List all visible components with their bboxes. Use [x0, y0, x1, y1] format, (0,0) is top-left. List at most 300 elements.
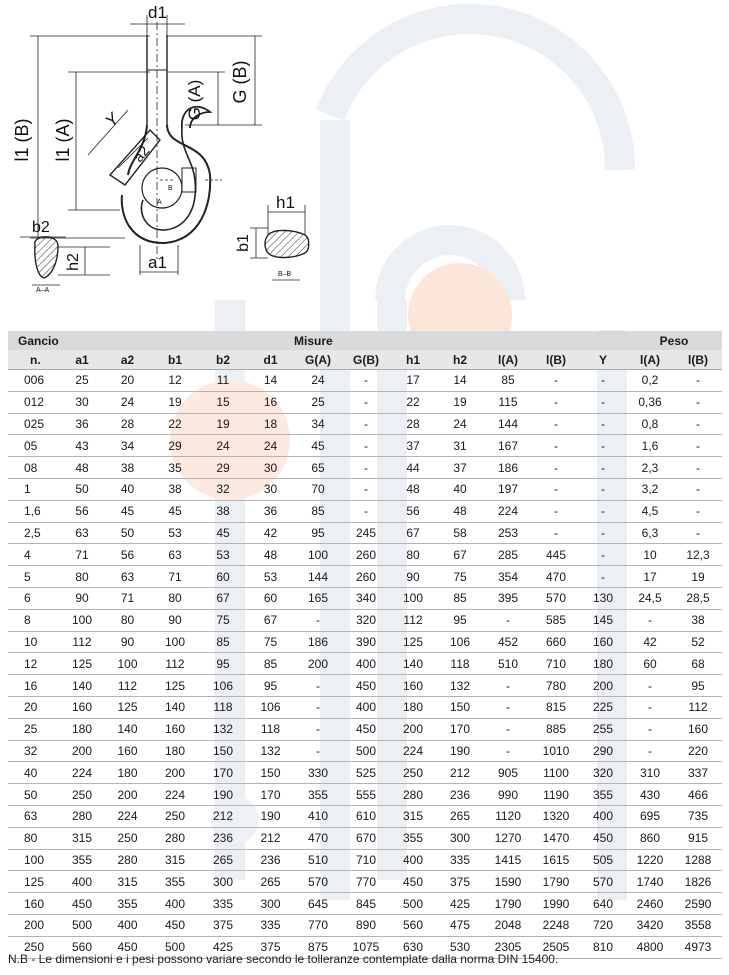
table-cell: 45	[294, 435, 342, 457]
table-cell: 400	[151, 893, 199, 915]
table-cell: 200	[151, 762, 199, 784]
table-cell: 770	[294, 914, 342, 936]
table-cell: 19	[674, 566, 722, 588]
table-cell: 400	[342, 653, 390, 675]
table-cell: 1826	[674, 871, 722, 893]
table-cell: -	[674, 413, 722, 435]
table-cell: 250	[104, 827, 151, 849]
table-cell: 265	[247, 871, 294, 893]
table-row	[8, 893, 722, 915]
table-cell: -	[484, 675, 532, 697]
table-cell: 395	[484, 587, 532, 609]
hook-number-cell: 2,5	[8, 522, 60, 544]
table-cell: 450	[342, 718, 390, 740]
label-section-bb: B–B	[278, 271, 292, 278]
table-cell: 40	[436, 478, 484, 500]
table-cell: 224	[104, 805, 151, 827]
hook-number-cell: 5	[8, 566, 60, 588]
hook-number-cell: 100	[8, 849, 60, 871]
table-cell: -	[294, 740, 342, 762]
table-cell: 250	[151, 805, 199, 827]
table-cell: 425	[436, 893, 484, 915]
hook-number-cell: 40	[8, 762, 60, 784]
table-row	[8, 784, 722, 806]
table-cell: 470	[294, 827, 342, 849]
table-cell: 85	[199, 631, 247, 653]
table-cell: 330	[294, 762, 342, 784]
table-cell: 610	[342, 805, 390, 827]
table-cell: 475	[436, 914, 484, 936]
table-cell: 585	[532, 609, 580, 631]
column-header: a1	[60, 350, 104, 370]
table-row	[8, 370, 722, 392]
table-cell: 290	[580, 740, 626, 762]
table-row	[8, 587, 722, 609]
table-cell: 45	[151, 500, 199, 522]
table-cell: 400	[60, 871, 104, 893]
table-cell: 95	[247, 675, 294, 697]
label-gb: G (B)	[230, 60, 250, 104]
table-cell: 29	[151, 435, 199, 457]
hook-number-cell: 1	[8, 478, 60, 500]
table-cell: 225	[580, 696, 626, 718]
hook-number-cell: 4	[8, 544, 60, 566]
table-cell: 570	[294, 871, 342, 893]
table-cell: 60	[247, 587, 294, 609]
table-cell: 24	[294, 370, 342, 392]
table-cell: 400	[390, 849, 436, 871]
table-cell: 815	[532, 696, 580, 718]
table-cell: 500	[151, 936, 199, 958]
table-row	[8, 696, 722, 718]
table-cell: 354	[484, 566, 532, 588]
table-cell: 300	[247, 893, 294, 915]
table-cell: 140	[390, 653, 436, 675]
table-cell: 30	[60, 391, 104, 413]
table-cell: 30	[247, 457, 294, 479]
table-cell: 144	[294, 566, 342, 588]
column-header: l(B)	[532, 350, 580, 370]
table-cell: 50	[104, 522, 151, 544]
table-cell: 0,8	[626, 413, 674, 435]
table-cell: 265	[199, 849, 247, 871]
table-cell: 236	[436, 784, 484, 806]
table-cell: 670	[342, 827, 390, 849]
table-cell: 67	[199, 587, 247, 609]
table-cell: 118	[436, 653, 484, 675]
table-cell: 450	[580, 827, 626, 849]
table-cell: -	[342, 435, 390, 457]
table-cell: 95	[674, 675, 722, 697]
table-cell: 100	[104, 653, 151, 675]
table-cell: 197	[484, 478, 532, 500]
table-cell: -	[580, 544, 626, 566]
table-row	[8, 805, 722, 827]
table-cell: 640	[580, 893, 626, 915]
hook-number-cell: 10	[8, 631, 60, 653]
table-cell: 190	[247, 805, 294, 827]
table-cell: 355	[390, 827, 436, 849]
column-header: n.	[8, 350, 60, 370]
table-cell: 500	[342, 740, 390, 762]
table-row	[8, 675, 722, 697]
table-cell: 19	[436, 391, 484, 413]
table-cell: -	[674, 457, 722, 479]
footnote: N.B - Le dimensioni e i pesi possono variare secondo le tolleranze contemplate dalla norma DIN 15400.	[8, 952, 559, 966]
table-cell: 450	[104, 936, 151, 958]
table-cell: 125	[151, 675, 199, 697]
table-cell: 112	[104, 675, 151, 697]
hook-number-cell: 32	[8, 740, 60, 762]
table-cell: 140	[60, 675, 104, 697]
column-header: h2	[436, 350, 484, 370]
table-cell: 67	[390, 522, 436, 544]
table-cell: 710	[532, 653, 580, 675]
table-column-header-row	[8, 350, 722, 370]
table-cell: 2248	[532, 914, 580, 936]
table-cell: 34	[104, 435, 151, 457]
table-cell: 530	[436, 936, 484, 958]
label-section-aa: A–A	[36, 287, 50, 294]
label-y: Y	[101, 109, 123, 131]
table-cell: 280	[60, 805, 104, 827]
table-cell: 400	[104, 914, 151, 936]
table-cell: 19	[199, 413, 247, 435]
table-cell: 24	[199, 435, 247, 457]
table-cell: 12,3	[674, 544, 722, 566]
label-a2: a2	[130, 142, 153, 165]
table-cell: 2505	[532, 936, 580, 958]
table-cell: -	[674, 522, 722, 544]
table-cell: 315	[60, 827, 104, 849]
table-cell: 11	[199, 370, 247, 392]
table-cell: 18	[247, 413, 294, 435]
table-cell: 90	[151, 609, 199, 631]
table-cell: 355	[104, 893, 151, 915]
table-cell: 170	[199, 762, 247, 784]
table-cell: 212	[436, 762, 484, 784]
table-cell: 160	[104, 740, 151, 762]
table-cell: -	[532, 413, 580, 435]
column-header: l(A)	[626, 350, 674, 370]
table-cell: 253	[484, 522, 532, 544]
table-cell: -	[580, 478, 626, 500]
table-cell: 25	[294, 391, 342, 413]
table-cell: 0,2	[626, 370, 674, 392]
table-cell: 36	[60, 413, 104, 435]
table-cell: 375	[247, 936, 294, 958]
table-cell: 58	[436, 522, 484, 544]
table-cell: 17	[390, 370, 436, 392]
table-cell: 180	[390, 696, 436, 718]
table-cell: 250	[390, 762, 436, 784]
table-cell: 236	[199, 827, 247, 849]
table-cell: 24	[247, 435, 294, 457]
table-row	[8, 457, 722, 479]
table-cell: 42	[626, 631, 674, 653]
table-cell: 720	[580, 914, 626, 936]
table-cell: 2305	[484, 936, 532, 958]
label-l1a: l1 (A)	[53, 118, 73, 162]
table-cell: 165	[294, 587, 342, 609]
column-header: G(A)	[294, 350, 342, 370]
table-cell: -	[626, 675, 674, 697]
table-cell: 450	[60, 893, 104, 915]
table-cell: 4800	[626, 936, 674, 958]
table-cell: 315	[104, 871, 151, 893]
table-cell: 63	[104, 566, 151, 588]
table-cell: 17	[626, 566, 674, 588]
table-cell: 68	[674, 653, 722, 675]
table-cell: 100	[60, 609, 104, 631]
table-cell: -	[294, 609, 342, 631]
table-cell: -	[484, 609, 532, 631]
table-cell: 71	[151, 566, 199, 588]
column-header: b2	[199, 350, 247, 370]
table-cell: 19	[151, 391, 199, 413]
table-cell: 3420	[626, 914, 674, 936]
table-cell: -	[580, 391, 626, 413]
table-cell: 320	[342, 609, 390, 631]
table-cell: -	[674, 435, 722, 457]
table-cell: 85	[247, 653, 294, 675]
table-cell: 2590	[674, 893, 722, 915]
column-header: b1	[151, 350, 199, 370]
table-cell: 95	[436, 609, 484, 631]
table-cell: 1075	[342, 936, 390, 958]
table-cell: 200	[294, 653, 342, 675]
label-b1: b1	[235, 234, 252, 252]
column-header: Y	[580, 350, 626, 370]
hook-specifications-table	[8, 331, 722, 959]
table-cell: 95	[199, 653, 247, 675]
table-cell: 63	[151, 544, 199, 566]
table-cell: 160	[151, 718, 199, 740]
table-cell: 118	[199, 696, 247, 718]
table-cell: -	[580, 435, 626, 457]
table-cell: 140	[151, 696, 199, 718]
table-cell: 115	[484, 391, 532, 413]
table-cell: -	[674, 370, 722, 392]
table-cell: 300	[436, 827, 484, 849]
table-cell: 167	[484, 435, 532, 457]
table-cell: 310	[626, 762, 674, 784]
table-cell: 400	[580, 805, 626, 827]
table-cell: 80	[104, 609, 151, 631]
table-cell: -	[580, 457, 626, 479]
table-cell: 1288	[674, 849, 722, 871]
table-cell: -	[532, 435, 580, 457]
table-cell: 250	[60, 784, 104, 806]
table-row	[8, 522, 722, 544]
table-cell: 45	[199, 522, 247, 544]
table-cell: 71	[104, 587, 151, 609]
table-cell: 24	[104, 391, 151, 413]
table-cell: 48	[390, 478, 436, 500]
table-cell: 236	[247, 849, 294, 871]
table-cell: 560	[60, 936, 104, 958]
table-cell: 112	[390, 609, 436, 631]
table-cell: 35	[151, 457, 199, 479]
table-cell: 1120	[484, 805, 532, 827]
table-cell: 22	[151, 413, 199, 435]
hook-number-cell: 25	[8, 718, 60, 740]
table-row	[8, 544, 722, 566]
table-cell: 118	[247, 718, 294, 740]
table-cell: -	[342, 500, 390, 522]
table-cell: -	[484, 740, 532, 762]
table-cell: 355	[294, 784, 342, 806]
table-cell: 200	[580, 675, 626, 697]
table-row	[8, 413, 722, 435]
table-cell: 280	[151, 827, 199, 849]
table-cell: 100	[294, 544, 342, 566]
table-cell: 16	[247, 391, 294, 413]
table-cell: 15	[199, 391, 247, 413]
hook-number-cell: 160	[8, 893, 60, 915]
table-cell: 37	[390, 435, 436, 457]
hook-number-cell: 006	[8, 370, 60, 392]
table-cell: 180	[580, 653, 626, 675]
table-cell: 280	[104, 849, 151, 871]
table-cell: 990	[484, 784, 532, 806]
table-cell: -	[294, 675, 342, 697]
table-cell: 63	[60, 522, 104, 544]
label-a-marker: A	[157, 199, 162, 206]
table-cell: 1415	[484, 849, 532, 871]
table-row	[8, 871, 722, 893]
table-cell: 144	[484, 413, 532, 435]
table-cell: 160	[60, 696, 104, 718]
table-cell: 44	[390, 457, 436, 479]
table-cell: 37	[436, 457, 484, 479]
table-cell: 14	[247, 370, 294, 392]
table-cell: 132	[199, 718, 247, 740]
table-cell: 375	[436, 871, 484, 893]
table-cell: 65	[294, 457, 342, 479]
hook-number-cell: 08	[8, 457, 60, 479]
table-cell: 106	[199, 675, 247, 697]
table-cell: -	[674, 500, 722, 522]
table-cell: -	[532, 391, 580, 413]
table-cell: 1790	[532, 871, 580, 893]
table-cell: 48	[436, 500, 484, 522]
table-cell: 45	[104, 500, 151, 522]
table-cell: 335	[436, 849, 484, 871]
table-cell: 200	[60, 740, 104, 762]
column-header: l(B)	[674, 350, 722, 370]
table-cell: 50	[60, 478, 104, 500]
table-cell: 75	[199, 609, 247, 631]
table-cell: 38	[104, 457, 151, 479]
table-cell: -	[342, 478, 390, 500]
table-cell: 53	[247, 566, 294, 588]
table-cell: 29	[199, 457, 247, 479]
column-header: h1	[390, 350, 436, 370]
hook-number-cell: 6	[8, 587, 60, 609]
table-cell: 24	[436, 413, 484, 435]
table-cell: 12	[151, 370, 199, 392]
table-cell: -	[294, 696, 342, 718]
label-d1: d1	[148, 3, 167, 22]
table-cell: 60	[199, 566, 247, 588]
hook-number-cell: 8	[8, 609, 60, 631]
table-cell: 525	[342, 762, 390, 784]
table-cell: 53	[151, 522, 199, 544]
table-cell: -	[532, 457, 580, 479]
label-ga: G (A)	[185, 79, 204, 121]
table-cell: 22	[390, 391, 436, 413]
table-cell: 260	[342, 566, 390, 588]
table-cell: 505	[580, 849, 626, 871]
table-cell: 905	[484, 762, 532, 784]
table-row	[8, 631, 722, 653]
table-row	[8, 827, 722, 849]
table-cell: -	[484, 696, 532, 718]
table-cell: 1740	[626, 871, 674, 893]
column-header: G(B)	[342, 350, 390, 370]
table-cell: 1990	[532, 893, 580, 915]
table-cell: 160	[580, 631, 626, 653]
table-cell: 2460	[626, 893, 674, 915]
table-cell: 112	[674, 696, 722, 718]
table-cell: 570	[532, 587, 580, 609]
table-cell: 125	[104, 696, 151, 718]
table-cell: 390	[342, 631, 390, 653]
table-cell: 630	[390, 936, 436, 958]
table-row	[8, 609, 722, 631]
hook-number-cell: 012	[8, 391, 60, 413]
table-cell: 125	[60, 653, 104, 675]
table-cell: -	[484, 718, 532, 740]
table-cell: 28	[104, 413, 151, 435]
table-cell: 4,5	[626, 500, 674, 522]
table-cell: 20	[104, 370, 151, 392]
table-cell: 106	[436, 631, 484, 653]
table-cell: 220	[674, 740, 722, 762]
table-cell: 25	[60, 370, 104, 392]
table-cell: -	[626, 718, 674, 740]
table-cell: 80	[151, 587, 199, 609]
table-cell: 34	[294, 413, 342, 435]
table-cell: 400	[342, 696, 390, 718]
label-b-marker: B	[168, 185, 173, 192]
table-cell: 320	[580, 762, 626, 784]
table-cell: 450	[342, 675, 390, 697]
table-cell: 150	[436, 696, 484, 718]
table-cell: -	[342, 413, 390, 435]
table-cell: 190	[199, 784, 247, 806]
table-cell: 48	[247, 544, 294, 566]
table-group-header-row	[8, 331, 722, 350]
table-cell: 6,3	[626, 522, 674, 544]
table-cell: 90	[104, 631, 151, 653]
label-h2: h2	[65, 253, 82, 271]
table-cell: 660	[532, 631, 580, 653]
table-cell: -	[626, 740, 674, 762]
table-cell: -	[580, 500, 626, 522]
table-cell: 770	[342, 871, 390, 893]
table-cell: 1010	[532, 740, 580, 762]
table-cell: 430	[626, 784, 674, 806]
table-cell: 71	[60, 544, 104, 566]
table-cell: 67	[247, 609, 294, 631]
table-cell: 245	[342, 522, 390, 544]
hook-number-cell: 63	[8, 805, 60, 827]
hook-number-cell: 1,6	[8, 500, 60, 522]
table-cell: 150	[199, 740, 247, 762]
table-cell: 1615	[532, 849, 580, 871]
